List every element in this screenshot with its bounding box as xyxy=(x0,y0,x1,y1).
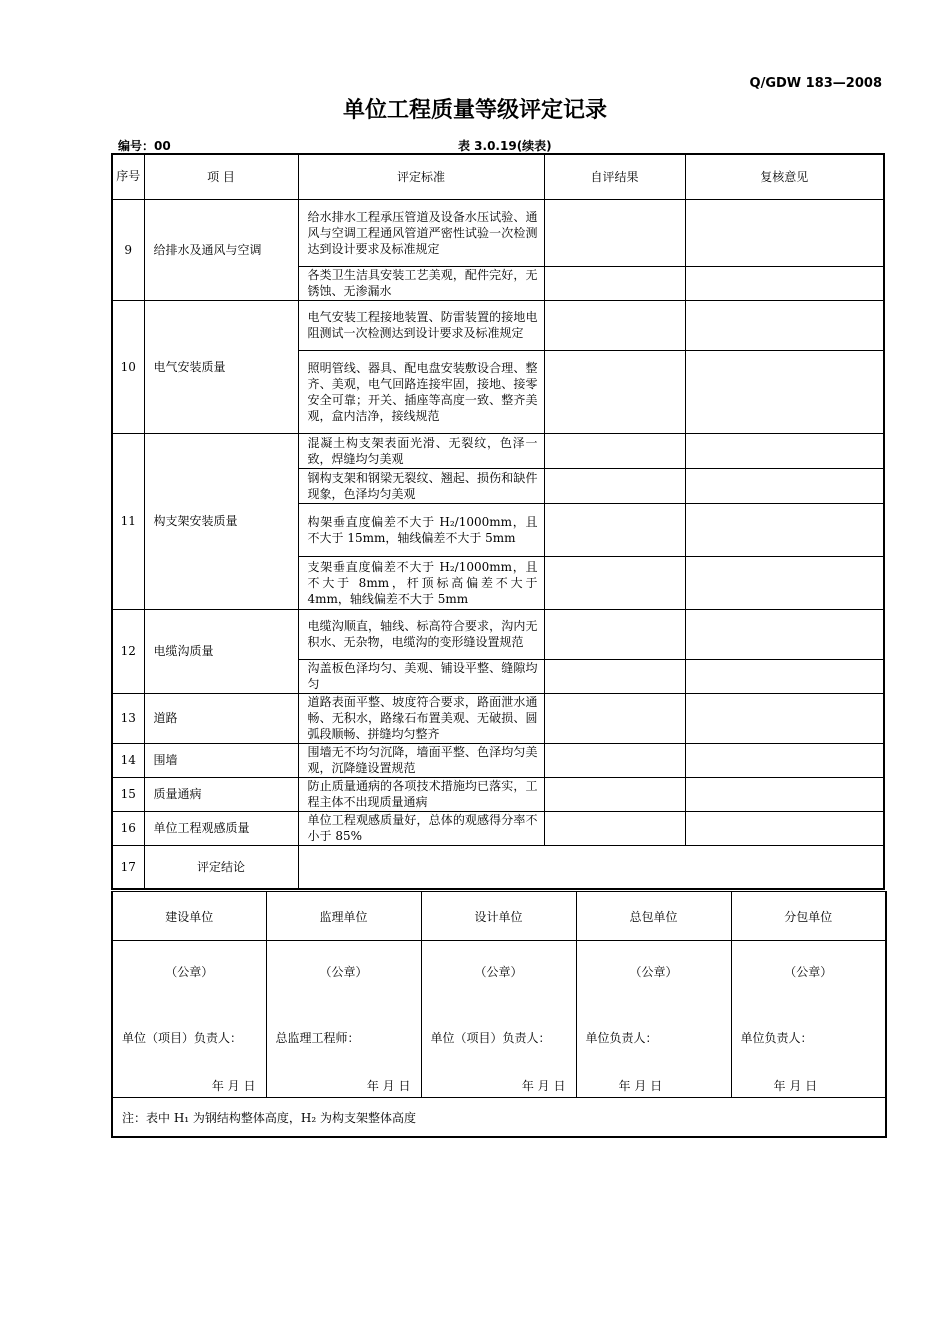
official-seal-label: （公章） xyxy=(784,965,833,979)
table-row xyxy=(112,811,884,845)
official-seal-label: （公章） xyxy=(319,965,368,979)
standard-text: 防止质量通病的各项技术措施均已落实，工程主体不出现质量通病 xyxy=(298,777,544,811)
table-header-row xyxy=(112,154,884,199)
table-row xyxy=(112,609,884,659)
self-eval-cell[interactable] xyxy=(544,777,685,811)
row-item: 单位工程观感质量 xyxy=(144,811,298,845)
signature-block[interactable] xyxy=(112,941,266,1098)
table-row xyxy=(112,199,884,266)
self-eval-cell[interactable] xyxy=(544,199,685,266)
evaluation-table xyxy=(111,153,885,890)
table-row xyxy=(112,433,884,468)
signature-block[interactable] xyxy=(421,941,576,1098)
responsible-label: 单位（项目）负责人： xyxy=(430,1031,551,1045)
self-eval-cell[interactable] xyxy=(544,743,685,777)
row-number: 13 xyxy=(112,693,144,743)
conclusion-cell[interactable] xyxy=(298,845,884,889)
unit-subcontractor: 分包单位 xyxy=(731,892,886,941)
row-number: 15 xyxy=(112,777,144,811)
responsible-label: 单位负责人： xyxy=(740,1031,813,1045)
standard-text: 照明管线、器具、配电盘安装敷设合理、整齐、美观，电气回路连接牢固，接地、接零安全可靠；开关、插座等高度一致、整齐美观，盒内洁净，接线规范 xyxy=(298,350,544,433)
review-cell[interactable] xyxy=(685,199,884,266)
row-number: 16 xyxy=(112,811,144,845)
self-eval-cell[interactable] xyxy=(544,693,685,743)
date-label: 年 月 日 xyxy=(211,1079,256,1093)
note-row xyxy=(112,1098,886,1138)
review-cell[interactable] xyxy=(685,300,884,350)
official-seal-label: （公章） xyxy=(165,965,214,979)
row-number: 12 xyxy=(112,609,144,693)
standard-text: 道路表面平整、坡度符合要求，路面泄水通畅、无积水，路缘石布置美观、无破损、圆弧段顺畅、拼缝均匀整齐 xyxy=(298,693,544,743)
table-row xyxy=(112,693,884,743)
table-number: 表 3.0.19(续表) xyxy=(458,139,552,153)
col-header-item: 项 目 xyxy=(144,154,298,199)
conclusion-row xyxy=(112,845,884,889)
review-cell[interactable] xyxy=(685,609,884,659)
review-cell[interactable] xyxy=(685,556,884,609)
row-item: 评定结论 xyxy=(144,845,298,889)
review-cell[interactable] xyxy=(685,777,884,811)
responsible-label: 单位负责人： xyxy=(585,1031,658,1045)
unit-designer: 设计单位 xyxy=(421,892,576,941)
signature-unit-row xyxy=(112,892,886,941)
unit-general-contractor: 总包单位 xyxy=(576,892,731,941)
self-eval-cell[interactable] xyxy=(544,556,685,609)
signature-block[interactable] xyxy=(266,941,421,1098)
standard-text: 混凝土构支架表面光滑、无裂纹，色泽一致，焊缝均匀美观 xyxy=(298,433,544,468)
page-title: 单位工程质量等级评定记录 xyxy=(342,98,607,123)
standard-text: 给水排水工程承压管道及设备水压试验、通风与空调工程通风管道严密性试验一次检测达到设计要求及标准规定 xyxy=(298,199,544,266)
review-cell[interactable] xyxy=(685,659,884,693)
standard-text: 沟盖板色泽均匀、美观、铺设平整、缝隙均匀 xyxy=(298,659,544,693)
responsible-label: 总监理工程师： xyxy=(275,1031,360,1045)
row-number: 17 xyxy=(112,845,144,889)
row-number: 14 xyxy=(112,743,144,777)
official-seal-label: （公章） xyxy=(474,965,523,979)
signature-block[interactable] xyxy=(731,941,886,1098)
review-cell[interactable] xyxy=(685,433,884,468)
standard-text: 电气安装工程接地装置、防雷装置的接地电阻测试一次检测达到设计要求及标准规定 xyxy=(298,300,544,350)
table-row xyxy=(112,777,884,811)
standard-text: 围墙无不均匀沉降，墙面平整、色泽均匀美观，沉降缝设置规范 xyxy=(298,743,544,777)
standard-text: 构架垂直度偏差不大于 H₂/1000mm，且不大于 15mm，轴线偏差不大于 5mm xyxy=(298,503,544,556)
review-cell[interactable] xyxy=(685,503,884,556)
date-label: 年 月 日 xyxy=(773,1079,818,1093)
row-item: 围墙 xyxy=(144,743,298,777)
date-label: 年 月 日 xyxy=(618,1079,663,1093)
standard-text: 电缆沟顺直，轴线、标高符合要求，沟内无积水、无杂物，电缆沟的变形缝设置规范 xyxy=(298,609,544,659)
review-cell[interactable] xyxy=(685,350,884,433)
col-header-seq: 序号 xyxy=(112,154,144,199)
date-label: 年 月 日 xyxy=(521,1079,566,1093)
row-item: 电气安装质量 xyxy=(144,300,298,433)
self-eval-cell[interactable] xyxy=(544,503,685,556)
signature-table xyxy=(111,891,887,1138)
table-row xyxy=(112,743,884,777)
self-eval-cell[interactable] xyxy=(544,266,685,300)
official-seal-label: （公章） xyxy=(629,965,678,979)
standard-text: 支架垂直度偏差不大于 H₂/1000mm，且不大于 8mm，杆顶标高偏差不大于 4mm，轴线偏差不大于 5mm xyxy=(298,556,544,609)
standard-text: 钢构支架和钢梁无裂纹、翘起、损伤和缺件现象，色泽均匀美观 xyxy=(298,468,544,503)
row-item: 构支架安装质量 xyxy=(144,433,298,609)
signature-block[interactable] xyxy=(576,941,731,1098)
self-eval-cell[interactable] xyxy=(544,433,685,468)
row-number: 11 xyxy=(112,433,144,609)
col-header-standard: 评定标准 xyxy=(298,154,544,199)
self-eval-cell[interactable] xyxy=(544,659,685,693)
self-eval-cell[interactable] xyxy=(544,609,685,659)
review-cell[interactable] xyxy=(685,468,884,503)
row-item: 道路 xyxy=(144,693,298,743)
row-number: 10 xyxy=(112,300,144,433)
review-cell[interactable] xyxy=(685,266,884,300)
signature-body-row xyxy=(112,941,886,1098)
self-eval-cell[interactable] xyxy=(544,811,685,845)
unit-owner: 建设单位 xyxy=(112,892,266,941)
row-item: 给排水及通风与空调 xyxy=(144,199,298,300)
footnote: 注：表中 H₁ 为钢结构整体高度，H₂ 为构支架整体高度 xyxy=(112,1098,886,1138)
review-cell[interactable] xyxy=(685,811,884,845)
table-row xyxy=(112,300,884,350)
row-number: 9 xyxy=(112,199,144,300)
standard-text: 单位工程观感质量好，总体的观感得分率不小于 85% xyxy=(298,811,544,845)
row-item: 电缆沟质量 xyxy=(144,609,298,693)
review-cell[interactable] xyxy=(685,743,884,777)
row-item: 质量通病 xyxy=(144,777,298,811)
responsible-label: 单位（项目）负责人： xyxy=(122,1031,243,1045)
record-code: 编号：00 xyxy=(118,139,171,153)
self-eval-cell[interactable] xyxy=(544,468,685,503)
standard-text: 各类卫生洁具安装工艺美观，配件完好，无锈蚀、无渗漏水 xyxy=(298,266,544,300)
col-header-self-eval: 自评结果 xyxy=(544,154,685,199)
standard-number: Q/GDW 183—2008 xyxy=(749,76,882,91)
date-label: 年 月 日 xyxy=(366,1079,411,1093)
unit-supervisor: 监理单位 xyxy=(266,892,421,941)
self-eval-cell[interactable] xyxy=(544,300,685,350)
col-header-review: 复核意见 xyxy=(685,154,884,199)
self-eval-cell[interactable] xyxy=(544,350,685,433)
review-cell[interactable] xyxy=(685,693,884,743)
